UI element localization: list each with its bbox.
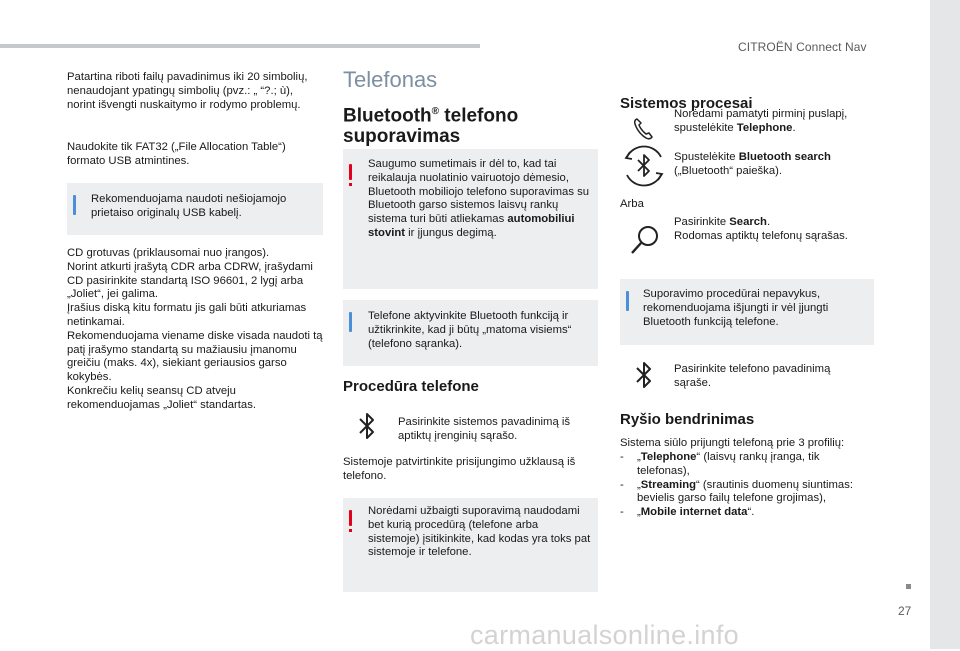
info-note-usb [67, 183, 323, 235]
info-note-retry [620, 279, 874, 345]
cd-line: Norint atkurti įrašytą CDR arba CDRW, įrašydami CD pasirinkite standartą ISO 96601, 2 lygį arba „Joliet“, jei galima. [67, 260, 313, 301]
bluetooth-icon [634, 359, 654, 391]
list-dash: - [620, 451, 624, 463]
or-label: Arba [620, 198, 644, 210]
profile-item-telephone [620, 451, 874, 479]
warning-icon-dot [349, 183, 352, 186]
text-part: “ (laisvų rankų įranga, tik telefonas), [637, 451, 820, 477]
system-heading: Sistemos procesai [620, 95, 753, 112]
text-part: Spustelėkite [674, 151, 739, 164]
warning-note-safety-text [368, 158, 592, 241]
procedure-confirm: Sistemoje patvirtinkite prisijungimo užklausą iš telefono. [343, 456, 576, 482]
text-bold: Search [729, 216, 767, 228]
text-part: („Bluetooth“ paieška). [674, 165, 782, 178]
text-part: „ [637, 506, 641, 519]
search-icon [629, 223, 661, 257]
text-part: „ [637, 451, 641, 463]
warning-note-safety [343, 149, 598, 289]
section-title: Telefonas [343, 67, 438, 92]
cd-line: CD grotuvas (priklausomai nuo įrangos). [67, 247, 270, 259]
heading-part: telefono suporavimas [343, 105, 519, 148]
watermark: carmanualsonline.info [470, 620, 739, 650]
list-dash: - [620, 478, 624, 491]
procedure-step: Pasirinkite sistemos pavadinimą iš aptiktų įrenginių sąrašo. [398, 416, 571, 443]
cd-line: Konkrečiu kelių seansų CD atveju rekomenduojamas „Joliet“ standartas. [67, 384, 256, 411]
list-dash: - [620, 506, 624, 519]
warning-note-code [343, 498, 598, 592]
text-bold: Streaming [640, 478, 697, 491]
warning-icon [349, 164, 352, 180]
text-part: “. [747, 506, 755, 519]
profile-item-streaming [620, 479, 874, 507]
brand-header: CITROËN Connect Nav [738, 40, 867, 54]
text-part: Pasirinkite [674, 216, 730, 228]
heading-part: Bluetooth [343, 105, 432, 127]
text-bold: Bluetooth search [738, 151, 831, 164]
text-part: “ (srautinis duomenų siuntimas: bevielis garso failų telefone grojimas), [637, 478, 853, 505]
filename-tip: Patartina riboti failų pavadinimus iki 20 simbolių, nenaudojant ypatingų simbolių (pvz.: „ “?.; ù), norint išvengti nuskaitymo ir rodymo problemų. [67, 71, 308, 111]
text-bold: Telephone [736, 122, 793, 135]
pairing-heading [343, 101, 593, 147]
step-telephone [674, 108, 874, 136]
step-select-phone: Pasirinkite telefono pavadinimą sąraše. [674, 363, 831, 390]
phone-icon [632, 116, 654, 142]
bluetooth-icon [357, 410, 377, 442]
connection-sharing-heading: Ryšio bendrinimas [620, 411, 755, 428]
page-number: 27 [898, 604, 912, 618]
text-part: . [792, 122, 796, 135]
warning-icon-dot [349, 529, 352, 532]
profiles-list [620, 451, 874, 520]
text-part: Norėdami pamatyti pirminį puslapį, spustelėkite [674, 108, 848, 135]
text-part: . [766, 216, 771, 228]
text-part: Saugumo sumetimais ir dėl to, kad tai reikalauja nuolatinio vairuotojo dėmesio, Bluetooth mobiliojo telefono suporavimas su Bluetooth garso sistemos laisvų rankų sistema turi būti atliekamas [368, 158, 590, 226]
text-part: „ [637, 478, 641, 491]
step-bluetooth-search [674, 151, 874, 179]
warning-icon [349, 510, 352, 526]
profile-item-mobile-data [620, 506, 874, 520]
step-search [674, 216, 874, 244]
cd-player-text [67, 247, 325, 413]
page-marker [906, 584, 911, 589]
info-note-visibility-text: Telefone aktyvinkite Bluetooth funkciją ir užtikrinkite, kad ji būtų „matoma visiems“ (telefono sąranka). [368, 310, 572, 350]
bluetooth-search-icon [622, 141, 666, 191]
info-note-usb-text: Rekomenduojama naudoti nešiojamojo prietaiso originalų USB kabelį. [91, 193, 287, 219]
profiles-intro: Sistema siūlo prijungti telefoną prie 3 profilių: [620, 437, 845, 449]
top-divider [0, 44, 480, 48]
info-icon [626, 291, 629, 311]
text-part: ir įjungus degimą. [405, 226, 497, 239]
text-bold: automobiliui stovint [368, 213, 575, 239]
text-bold: Telephone [640, 451, 697, 463]
cd-line: Įrašius diską kitu formatu jis gali būti atkuriamas netinkamai. [67, 302, 307, 328]
fat32-tip: Naudokite tik FAT32 („File Allocation Table“) formato USB atmintines. [67, 141, 286, 167]
cd-line: Rekomenduojama viename diske visada naudoti tą patį įrašymo standartą su mažiausiu įmanomu greičiu (maks. 4x), siekiant geriausios garso kokybės. [67, 329, 323, 384]
info-note-visibility [343, 300, 598, 366]
page-edge-strip [930, 0, 960, 649]
info-icon [349, 312, 352, 332]
step-search-line [674, 216, 874, 230]
procedure-heading: Procedūra telefone [343, 378, 479, 395]
step-search-line-2: Rodomas aptiktų telefonų sąrašas. [674, 229, 848, 242]
text-bold: Mobile internet data [640, 506, 748, 519]
info-icon [73, 195, 76, 215]
warning-note-code-text: Norėdami užbaigti suporavimą naudodami bet kurią procedūrą (telefone arba sistemoje) įsitikinkite, kad kodas yra toks pat sistemoje ir telefone. [368, 505, 591, 559]
info-note-retry-text: Suporavimo procedūrai nepavykus, rekomenduojama išjungti ir vėl įjungti Bluetooth funkciją telefone. [643, 288, 829, 328]
registered-mark: ® [431, 106, 440, 117]
